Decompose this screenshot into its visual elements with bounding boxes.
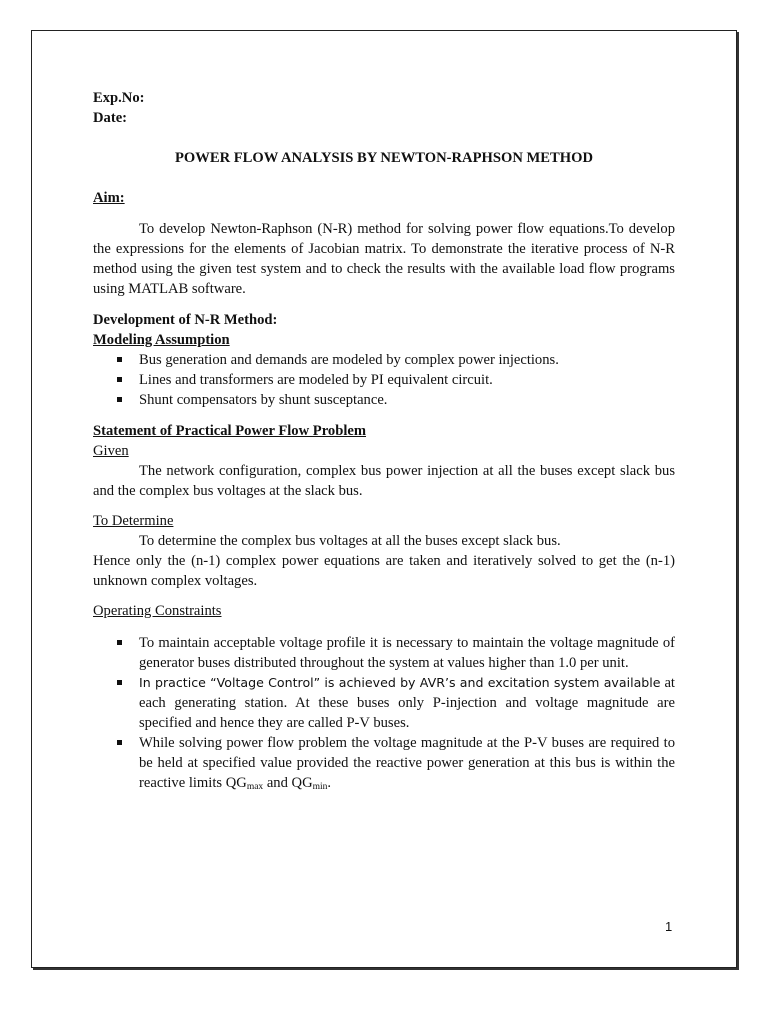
determine-text: To determine the complex bus voltages at all the buses except slack bus. [139,533,561,549]
list-item [93,673,675,733]
bullet-square-icon [117,397,122,402]
list-item [93,733,675,793]
list-item [93,390,675,410]
modeling-assumption-list [93,350,675,410]
list-item [93,350,675,370]
constraints-heading: Operating Constraints [93,603,222,619]
list-item [93,633,675,673]
and-text: and QG [263,775,313,791]
determine-label: To Determine [93,513,174,529]
list-item-text: Lines and transformers are modeled by PI equivalent circuit. [139,372,493,388]
list-item-text: Bus generation and demands are modeled by complex power injections. [139,352,559,368]
bullet-square-icon [117,640,122,645]
statement-heading: Statement of Practical Power Flow Problem [93,423,367,439]
document-body [93,88,675,793]
date-label: Date: [93,110,128,126]
constraints-list [93,633,675,793]
aim-heading: Aim: [93,190,125,206]
bullet-square-icon [117,740,122,745]
page-number: 1 [665,919,673,934]
hence-text: Hence only the (n-1) complex power equations are taken and iteratively solved to get the (n-1) unknown complex voltages. [93,553,675,589]
aim-text: To develop Newton-Raphson (N-R) method for solving power flow equations.To develop the expressions for the elements of Jacobian matrix. To demonstrate the iterative process of N-R method using the given test system and to check the results with the available load flow programs using MATLAB software. [93,221,675,297]
given-label: Given [93,443,129,459]
exp-no-label: Exp.No: [93,90,145,106]
modeling-assumption-heading: Modeling Assumption [93,332,230,348]
list-item-text-sans: In practice “Voltage Control” is achieved by AVR’s and excitation system available [139,675,661,690]
page-title: POWER FLOW ANALYSIS BY NEWTON-RAPHSON METHOD [174,150,593,166]
period: . [327,775,332,791]
qg-max-subscript: max [246,782,264,792]
list-item-text: While solving power flow problem the voltage magnitude at the P-V buses are required to be held at specified value provided the reactive power generation at this bus is within the reactive limits QG [139,735,675,791]
list-item-text: at each generating station. At these buses only P-injection and voltage magnitude are specified and hence they are called P-V buses. [139,675,675,731]
given-text: The network configuration, complex bus power injection at all the buses except slack bus and the complex bus voltages at the slack bus. [93,463,675,499]
list-item-text: Shunt compensators by shunt susceptance. [139,392,388,408]
bullet-square-icon [117,377,122,382]
bullet-square-icon [117,357,122,362]
list-item [93,370,675,390]
development-heading: Development of N-R Method: [93,312,278,328]
list-item-text: To maintain acceptable voltage profile it is necessary to maintain the voltage magnitude of generator buses distributed throughout the system at values higher than 1.0 per unit. [139,635,675,671]
bullet-square-icon [117,680,122,685]
qg-min-subscript: min [312,782,328,792]
